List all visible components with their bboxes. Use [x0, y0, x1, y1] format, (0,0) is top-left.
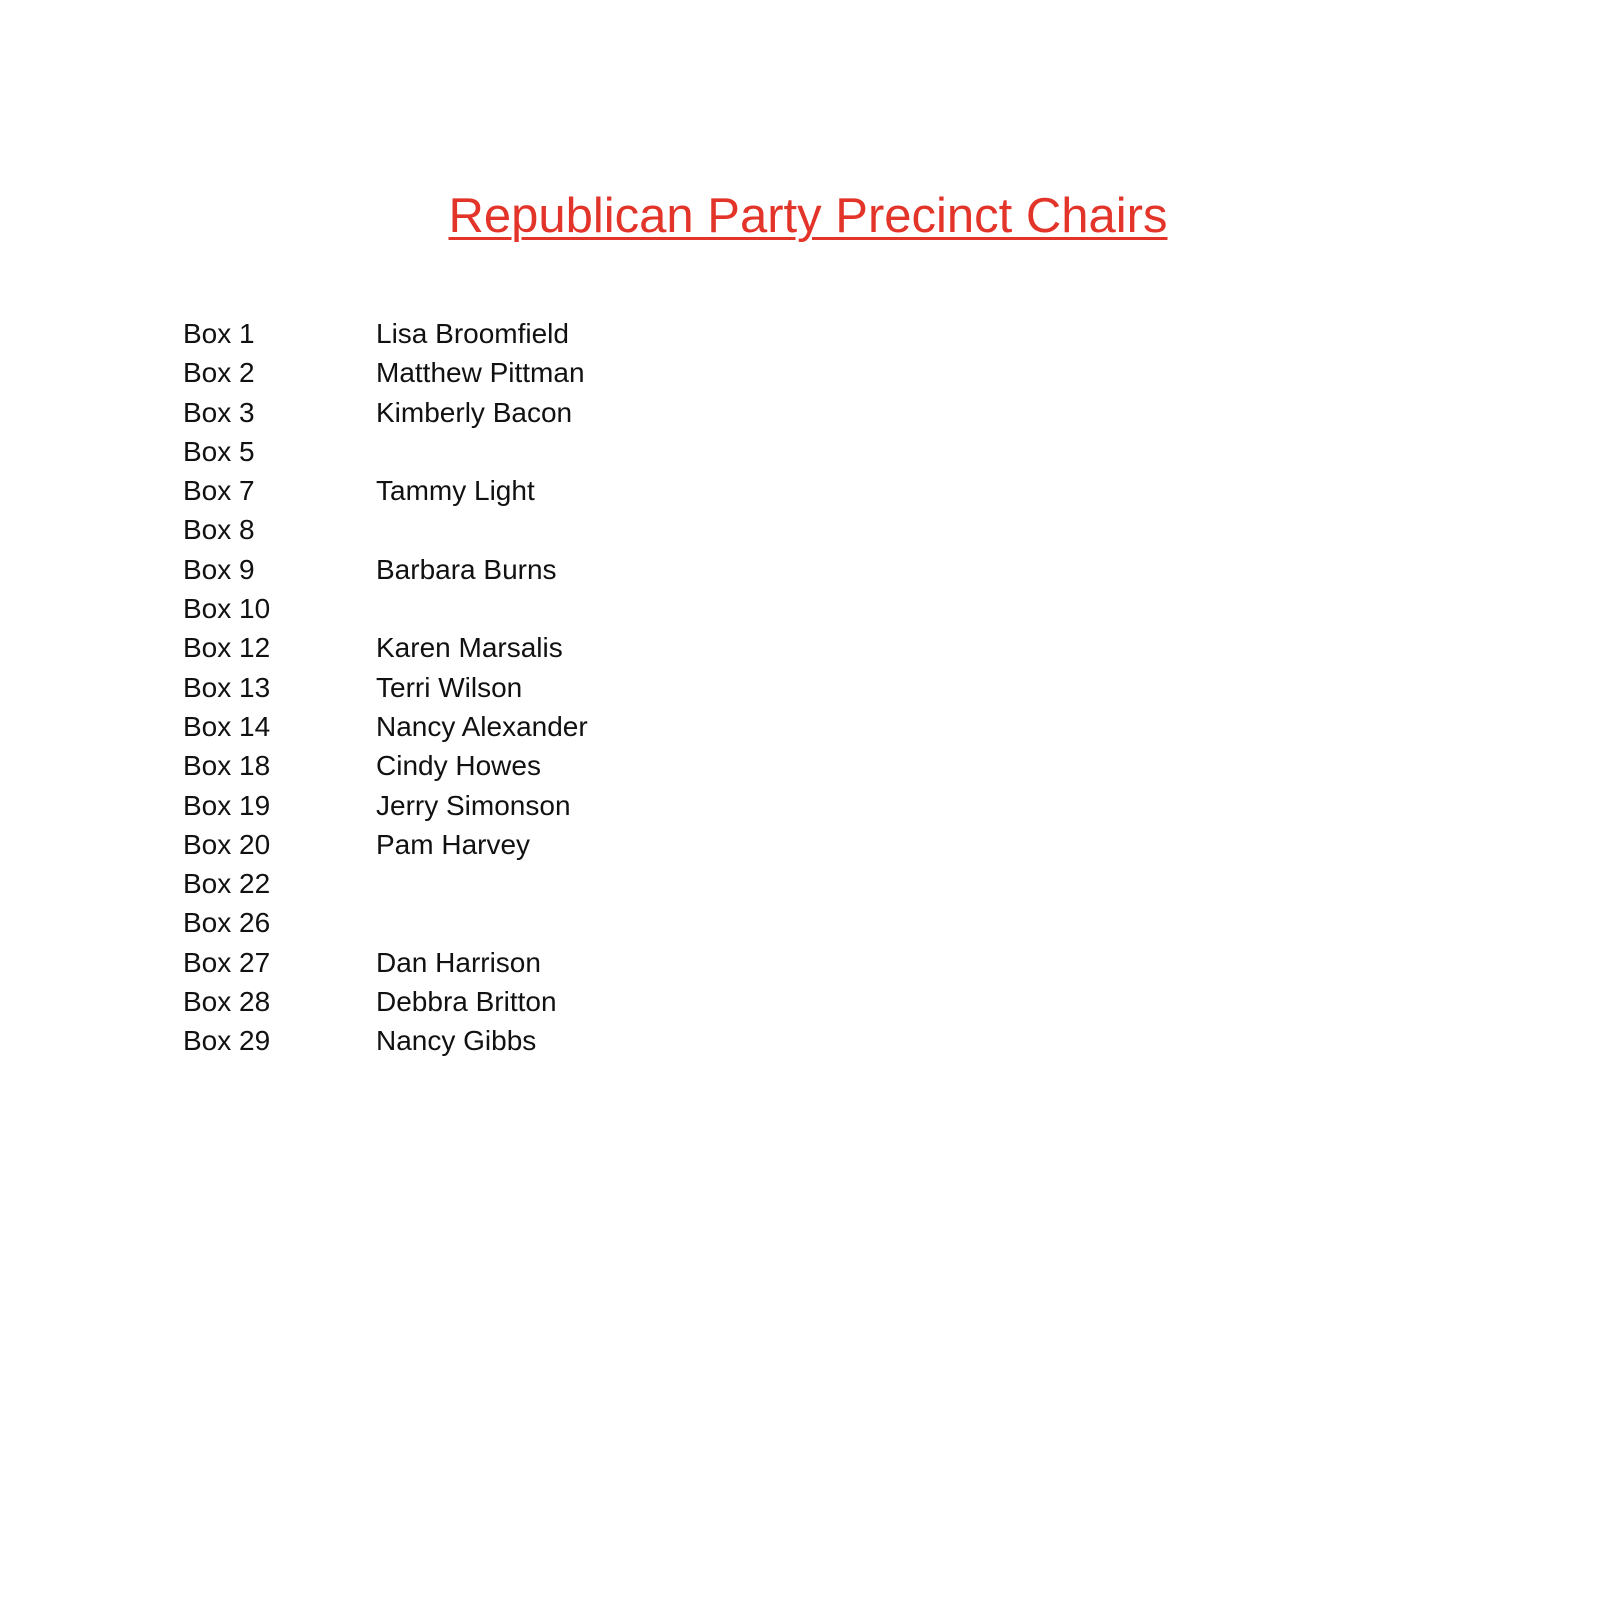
list-item	[183, 628, 1283, 667]
list-item	[183, 353, 1283, 392]
list-item	[183, 982, 1283, 1021]
list-item	[183, 825, 1283, 864]
page-title: Republican Party Precinct Chairs	[448, 189, 1168, 243]
list-item	[183, 314, 1283, 353]
box-label: Box 13	[183, 671, 271, 703]
chair-name: Nancy Alexander	[376, 710, 588, 742]
box-label: Box 19	[183, 789, 271, 821]
box-label: Box 9	[183, 553, 255, 585]
list-item	[183, 668, 1283, 707]
box-label: Box 27	[183, 946, 271, 978]
chair-name: Matthew Pittman	[376, 357, 585, 389]
chair-name: Karen Marsalis	[376, 632, 563, 664]
chair-name: Tammy Light	[376, 475, 535, 507]
list-item	[183, 746, 1283, 785]
list-item	[183, 1021, 1283, 1060]
chair-name: Pam Harvey	[376, 828, 531, 860]
chair-name: Terri Wilson	[376, 671, 523, 703]
box-label: Box 18	[183, 750, 271, 782]
box-label: Box 12	[183, 632, 271, 664]
list-item	[183, 903, 1283, 942]
chair-name: Debbra Britton	[376, 986, 557, 1018]
list-item	[183, 786, 1283, 825]
box-label: Box 20	[183, 828, 271, 860]
box-label: Box 8	[183, 514, 255, 546]
chair-name: Lisa Broomfield	[376, 318, 569, 349]
list-item	[183, 393, 1283, 432]
box-label: Box 26	[183, 907, 271, 939]
box-label: Box 3	[183, 396, 255, 428]
box-label: Box 28	[183, 986, 271, 1018]
box-label: Box 7	[183, 475, 255, 507]
chair-name: Jerry Simonson	[376, 789, 571, 821]
box-label: Box 1	[183, 318, 255, 349]
list-item	[183, 471, 1283, 510]
chair-name: Kimberly Bacon	[376, 396, 573, 428]
chair-name: Cindy Howes	[376, 750, 541, 782]
chair-name: Nancy Gibbs	[376, 1025, 537, 1057]
box-label: Box 14	[183, 710, 271, 742]
box-label: Box 5	[183, 435, 255, 467]
chair-name: Barbara Burns	[376, 553, 557, 585]
box-label: Box 10	[183, 593, 271, 625]
list-item	[183, 550, 1283, 589]
list-item	[183, 589, 1283, 628]
box-label: Box 29	[183, 1025, 271, 1057]
list-item	[183, 943, 1283, 982]
list-item	[183, 707, 1283, 746]
chair-name: Dan Harrison	[376, 946, 541, 978]
precinct-chair-list	[183, 314, 1283, 1061]
list-item	[183, 510, 1283, 549]
list-item	[183, 864, 1283, 903]
box-label: Box 2	[183, 357, 255, 389]
box-label: Box 22	[183, 868, 271, 900]
list-item	[183, 432, 1283, 471]
